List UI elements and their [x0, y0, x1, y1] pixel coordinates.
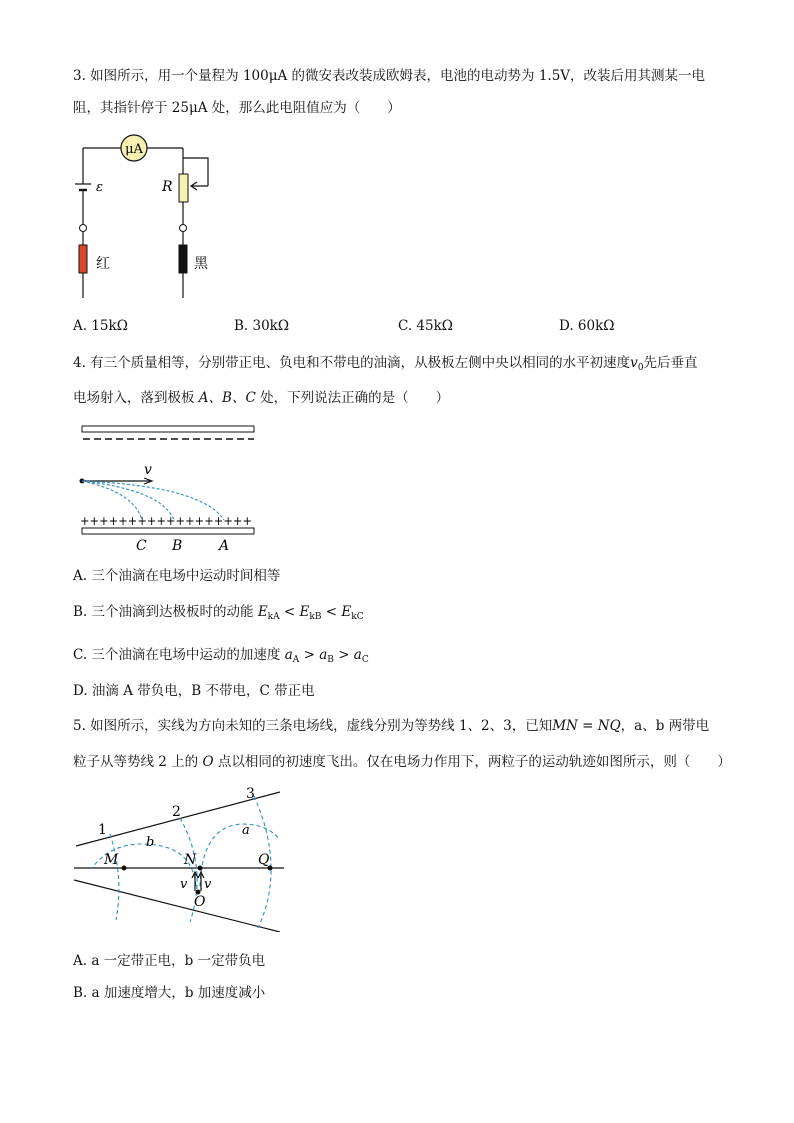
point-label-q: Q: [258, 852, 270, 868]
q4-option-a[interactable]: A. 三个油滴在电场中运动时间相等: [73, 568, 281, 584]
top-plate: [82, 426, 254, 432]
field-line-bottom: [74, 880, 280, 932]
particle-label-b: b: [146, 835, 155, 850]
red-probe-label: 红: [96, 256, 110, 272]
positive-charges: ++++++++++++++++++: [80, 514, 252, 528]
q4-option-c[interactable]: C. 三个油滴在电场中运动的加速度 $a_A > a_B > a_C$: [73, 647, 369, 665]
label-c: C: [136, 538, 147, 554]
q3-option-a[interactable]: A. 15kΩ: [73, 318, 128, 334]
velocity-label-b: v: [180, 877, 188, 892]
label-a: A: [219, 538, 230, 554]
rheostat-label: R: [162, 179, 173, 195]
q4-option-b[interactable]: B. 三个油滴到达极板时的动能 $E_{kA} < E_{kB} < E_{kC}$: [73, 604, 364, 622]
point-label-m: M: [104, 852, 119, 868]
black-probe-label: 黑: [194, 256, 208, 272]
q5-stem-line2: 粒子从等势线 2 上的 O 点以相同的初速度飞出。仅在电场力作用下，两粒子的运动轨迹如图所示，则（ ）: [73, 754, 731, 770]
q3-option-b[interactable]: B. 30kΩ: [234, 318, 290, 334]
label-b: B: [172, 538, 183, 554]
q3-stem-line2: 阻，其指针停于 25μA 处，那么此电阻值应为（ ）: [73, 100, 401, 116]
black-probe: [179, 245, 187, 273]
point-label-n: N: [184, 852, 197, 868]
rheostat-slider-arrow: [191, 182, 208, 190]
q3-circuit-figure: [70, 128, 230, 303]
q3-option-d[interactable]: D. 60kΩ: [559, 318, 615, 334]
equipotential-label-3: 3: [246, 786, 255, 802]
velocity-label-a: v: [204, 877, 212, 892]
point-n: [198, 866, 203, 871]
q5-option-b[interactable]: B. a 加速度增大，b 加速度减小: [73, 985, 266, 1001]
q5-stem-line1: 5. 如图所示，实线为方向未知的三条电场线，虚线分别为等势线 1、2、3，已知MN = NQ，a、b 两带电: [73, 718, 710, 734]
black-terminal: [180, 225, 187, 232]
bottom-plate: [82, 528, 254, 534]
equipotential-1: [110, 834, 119, 920]
q3-option-c[interactable]: C. 45kΩ: [398, 318, 453, 334]
q5-field-figure: [68, 782, 290, 932]
q4-stem-line2: 电场射入，落到极板 A、B、C 处，下列说法正确的是（ ）: [73, 390, 450, 406]
q4-capacitor-figure: [74, 420, 264, 555]
q4-option-d[interactable]: D. 油滴 A 带负电，B 不带电，C 带正电: [73, 683, 315, 699]
velocity-label: v: [144, 462, 152, 478]
point-m: [122, 866, 127, 871]
q3-stem-line1: 3. 如图所示，用一个量程为 100μA 的微安表改装成欧姆表，电池的电动势为 1.5V，改装后用其测某一电: [73, 68, 706, 84]
equipotential-label-2: 2: [172, 804, 181, 820]
red-probe: [79, 245, 87, 273]
q5-option-a[interactable]: A. a 一定带正电，b 一定带负电: [73, 953, 266, 969]
particle-label-a: a: [242, 823, 250, 838]
q4-stem-line1: 4. 有三个质量相等，分别带正电、负电和不带电的油滴，从极板左侧中央以相同的水平初速度$v_0$先后垂直: [73, 355, 698, 373]
point-label-o: O: [194, 894, 206, 910]
rheostat: [179, 174, 188, 202]
microammeter-label: μA: [125, 142, 143, 157]
equipotential-label-1: 1: [98, 822, 107, 838]
red-terminal: [80, 225, 87, 232]
emf-label: ε: [96, 180, 103, 195]
